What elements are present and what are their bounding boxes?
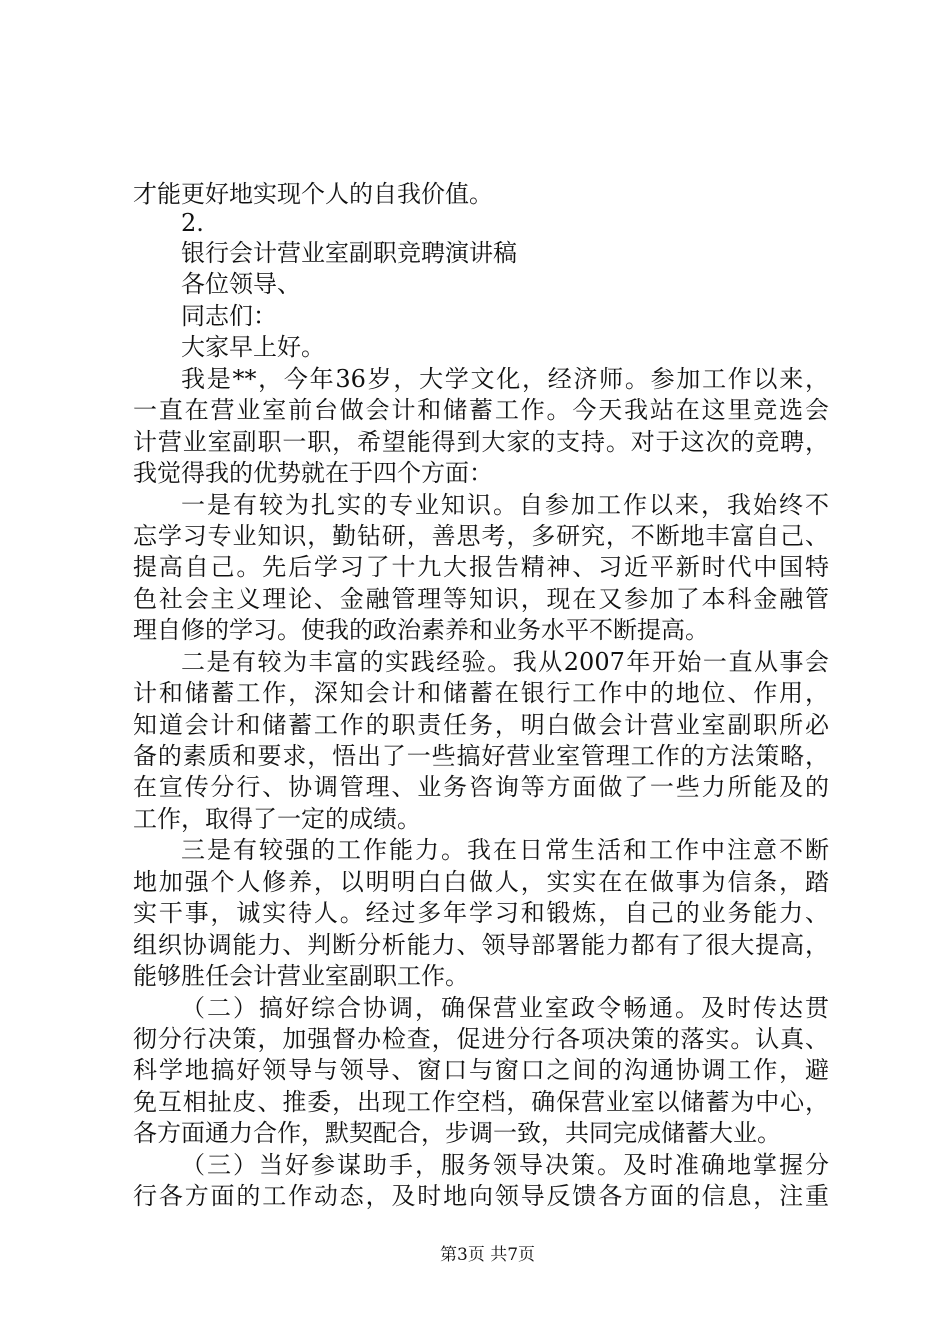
text-line: 地加强个人修养，以明明白白做人，实实在在做事为信条，踏	[133, 867, 829, 896]
text-line: 一是有较为扎实的专业知识。自参加工作以来，我始终不	[181, 490, 829, 519]
paragraph	[133, 490, 829, 647]
text-line: 一直在营业室前台做会计和储蓄工作。今天我站在这里竞选会	[133, 396, 829, 425]
paragraph	[133, 364, 829, 490]
text-line: 能够胜任会计营业室副职工作。	[133, 962, 469, 991]
salutation-line: 同志们：	[181, 301, 277, 330]
text-line: 三是有较强的工作能力。我在日常生活和工作中注意不断	[181, 836, 829, 865]
salutation-line: 各位领导、	[181, 270, 301, 299]
text-line: 实干事，诚实待人。经过多年学习和锻炼，自己的业务能力、	[133, 899, 829, 928]
text-line: 我是**，今年36岁，大学文化，经济师。参加工作以来，	[181, 364, 829, 393]
text-line: 二是有较为丰富的实践经验。我从2007年开始一直从事会	[181, 647, 829, 676]
document-body	[133, 180, 829, 1213]
page-number-footer: 第3页 共7页	[440, 1245, 536, 1265]
text-line: 备的素质和要求，悟出了一些搞好营业室管理工作的方法策略，	[133, 742, 829, 770]
greeting-line: 大家早上好。	[181, 333, 325, 362]
text-line: 知道会计和储蓄工作的职责任务，明白做会计营业室副职所必	[133, 710, 829, 739]
paragraph	[133, 1150, 829, 1213]
text-line: 科学地搞好领导与领导、窗口与窗口之间的沟通协调工作，避	[133, 1056, 829, 1085]
text-line: 工作，取得了一定的成绩。	[133, 804, 421, 833]
text-line: 计营业室副职一职，希望能得到大家的支持。对于这次的竞聘，	[133, 427, 829, 456]
text-line: 免互相扯皮、推委，出现工作空档，确保营业室以储蓄为中心，	[133, 1087, 829, 1116]
text-line: 组织协调能力、判断分析能力、领导部署能力都有了很大提高，	[133, 930, 829, 959]
text-line: 我觉得我的优势就在于四个方面：	[133, 459, 493, 488]
text-line: （三）当好参谋助手，服务领导决策。及时准确地掌握分	[181, 1150, 829, 1179]
carryover-line: 才能更好地实现个人的自我价值。	[133, 180, 493, 208]
text-line: 理自修的学习。使我的政治素养和业务水平不断提高。	[133, 616, 709, 645]
text-line: （二）搞好综合协调，确保营业室政令畅通。及时传达贯	[181, 993, 829, 1022]
paragraph	[133, 647, 829, 836]
paragraph	[133, 993, 829, 1150]
text-line: 计和储蓄工作，深知会计和储蓄在银行工作中的地位、作用，	[133, 679, 829, 708]
text-line: 忘学习专业知识，勤钻研，善思考，多研究，不断地丰富自己、	[133, 521, 829, 550]
text-line: 提高自己。先后学习了十九大报告精神、习近平新时代中国特	[133, 553, 829, 582]
paragraph	[133, 835, 829, 992]
document-title: 银行会计营业室副职竞聘演讲稿	[181, 239, 517, 267]
text-line: 色社会主义理论、金融管理等知识，现在又参加了本科金融管	[133, 584, 829, 613]
text-line: 各方面通力合作，默契配合，步调一致，共同完成储蓄大业。	[133, 1119, 781, 1148]
text-line: 彻分行决策，加强督办检查，促进分行各项决策的落实。认真、	[133, 1024, 829, 1053]
text-line: 在宣传分行、协调管理、业务咨询等方面做了一些力所能及的	[133, 773, 829, 802]
text-line: 行各方面的工作动态，及时地向领导反馈各方面的信息，注重	[133, 1182, 829, 1211]
section-number: 2.	[181, 209, 204, 237]
